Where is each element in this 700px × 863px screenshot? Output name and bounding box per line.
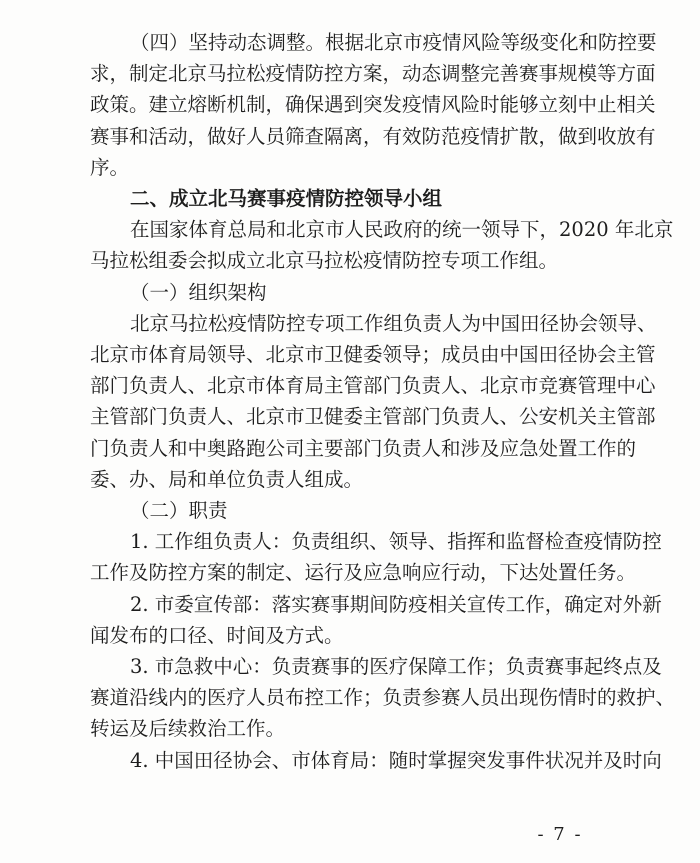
- paragraph-line: 门负责人和中奥路跑公司主要部门负责人和涉及应急处置工作的: [90, 436, 637, 460]
- page-number: - 7 -: [537, 824, 583, 845]
- paragraph-line: 转运及后续救治工作。: [90, 717, 286, 741]
- paragraph-line: 序。: [90, 155, 130, 179]
- paragraph-line: 赛道沿线内的医疗人员布控工作；负责参赛人员出现伤情时的救护、: [90, 686, 676, 710]
- paragraph-line: 4. 中国田径协会、市体育局：随时掌握突发事件状况并及时向: [130, 748, 662, 772]
- paragraph-line: 北京马拉松疫情防控专项工作组负责人为中国田径协会领导、: [130, 311, 657, 335]
- paragraph-line: 闻发布的口径、时间及方式。: [90, 623, 344, 647]
- paragraph-line: 赛事和活动，做好人员筛查隔离，有效防范疫情扩散，做到收放有: [90, 124, 656, 148]
- paragraph-line: 3. 市急救中心：负责赛事的医疗保障工作；负责赛事起终点及: [130, 655, 662, 678]
- paragraph-line: 主管部门负责人、北京市卫健委主管部门负责人、公安机关主管部: [90, 405, 656, 429]
- paragraph-line: （四）坚持动态调整。根据北京市疫情风险等级变化和防控要: [130, 31, 657, 54]
- paragraph-line: 马拉松组委会拟成立北京马拉松疫情防控专项工作组。: [90, 249, 559, 273]
- section-heading: 二、成立北马赛事疫情防控领导小组: [130, 187, 443, 210]
- paragraph-line: 在国家体育总局和北京市人民政府的统一领导下，2020 年北京: [130, 218, 674, 242]
- paragraph-line: 工作及防控方案的制定、运行及应急响应行动，下达处置任务。: [90, 561, 637, 585]
- subsection-heading: （一）组织架构: [130, 280, 267, 304]
- paragraph-line: 委、办、局和单位负责人组成。: [90, 467, 364, 491]
- subsection-heading: （二）职责: [130, 499, 228, 522]
- paragraph-line: 求，制定北京马拉松疫情防控方案，动态调整完善赛事规模等方面: [90, 62, 656, 86]
- paragraph-line: 北京市体育局领导、北京市卫健委领导；成员由中国田径协会主管: [90, 343, 656, 366]
- paragraph-line: 部门负责人、北京市体育局主管部门负责人、北京市竞赛管理中心: [90, 374, 656, 398]
- paragraph-line: 2. 市委宣传部：落实赛事期间防疫相关宣传工作，确定对外新: [130, 592, 662, 616]
- paragraph-line: 政策。建立熔断机制，确保遇到突发疫情风险时能够立刻中止相关: [90, 93, 656, 117]
- paragraph-line: 1. 工作组负责人：负责组织、领导、指挥和监督检查疫情防控: [130, 530, 662, 554]
